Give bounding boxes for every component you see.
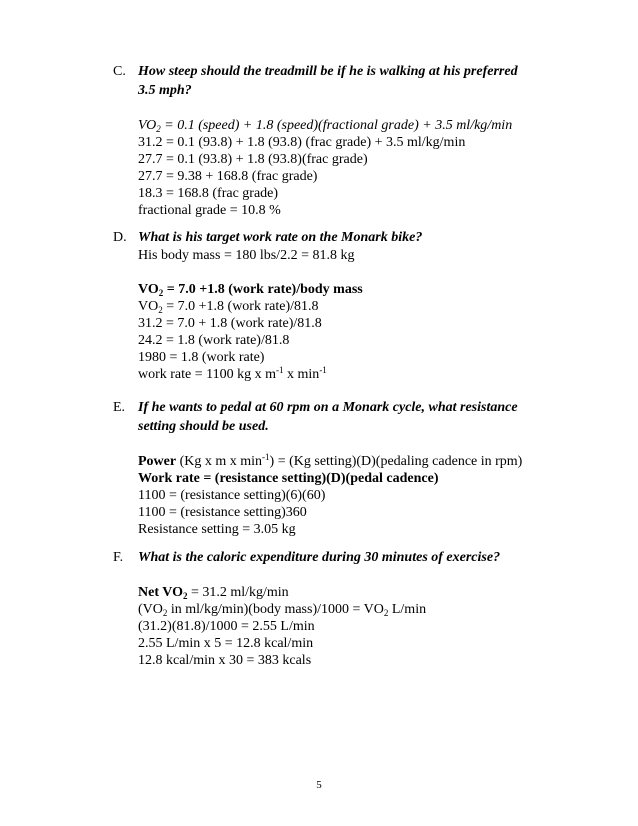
question-e xyxy=(113,398,583,436)
answer-e xyxy=(138,453,583,538)
equation-line: 1980 = 1.8 (work rate) xyxy=(138,350,265,365)
equation-line: 2.55 L/min x 5 = 12.8 kcal/min xyxy=(138,636,314,651)
power-formula-line: Power (Kg x m x $\min^{-1}) = (Kg$ setting)(D)(pedaling cadence in rpm) xyxy=(138,452,523,469)
equation-line: 24.2 = 1.8 (work rate)/81.8 xyxy=(138,333,290,348)
result-line: 12.8 kcal/min x 30 = 383 kcals xyxy=(138,653,312,668)
equation-line: $VO_2 = 7.0 +1.8$ (work rate)/81.8 xyxy=(138,299,319,315)
question-text-line: If he wants to pedal at 60 rpm on a Monark cycle, what resistance xyxy=(138,400,518,415)
question-text-line: 3.5 mph? xyxy=(138,83,192,98)
equation-line: 1100 = (resistance setting)(6)(60) xyxy=(138,488,326,503)
section-d xyxy=(113,228,583,383)
equation-line: 27.7 = 0.1 (93.8) + 1.8 (93.8)(frac grade) xyxy=(138,152,368,167)
section-letter: D. xyxy=(113,230,127,245)
equation-line: 27.7 = 9.38 + 168.8 (frac grade) xyxy=(138,169,318,184)
section-e xyxy=(113,398,583,538)
equation-line: 31.2 = 7.0 + 1.8 (work rate)/81.8 xyxy=(138,316,322,331)
section-letter: C. xyxy=(113,64,126,79)
question-text-line: What is the caloric expenditure during 30 minutes of exercise? xyxy=(138,550,501,565)
workrate-formula-line: Work rate = (resistance setting)(D)(pedal cadence) xyxy=(138,471,439,486)
question-text-line: How steep should the treadmill be if he is walking at his preferred xyxy=(138,64,518,79)
question-text-line: What is his target work rate on the Monark bike? xyxy=(138,230,423,245)
question-text-line: setting should be used. xyxy=(138,419,269,434)
page-number: 5 xyxy=(316,779,322,791)
section-letter: E. xyxy=(113,400,126,415)
result-line: work rate = 1100 kg x $m^{-1}$ x $\min^{-1}$ xyxy=(138,365,327,382)
formula-line: $VO_2 = 7.0 +1.8$ (work rate)/body mass xyxy=(138,282,363,298)
equation-line: 18.3 = 168.8 (frac grade) xyxy=(138,186,279,201)
equation-line: ($VO_2$ in ml/kg/min)(body mass)/1000 = $VO_2$ L/min xyxy=(138,602,427,618)
result-line: fractional grade = 10.8 % xyxy=(138,203,281,218)
equation-line: (31.2)(81.8)/1000 = 2.55 L/min xyxy=(138,619,315,634)
question-c xyxy=(113,62,583,100)
result-line: Resistance setting = 3.05 kg xyxy=(138,522,296,537)
equation-line: $VO_2 = 0.1$ (speed) + 1.8 (speed)(fractional grade) + 3.5 ml/kg/min xyxy=(138,118,513,134)
answer-d xyxy=(138,247,583,383)
answer-f xyxy=(138,584,583,669)
body-mass-line: His body mass = 180 lbs/2.2 = 81.8 kg xyxy=(138,248,355,263)
question-d xyxy=(113,228,583,247)
question-f xyxy=(113,548,583,567)
section-f xyxy=(113,548,583,669)
equation-line: 31.2 = 0.1 (93.8) + 1.8 (93.8) (frac grade) + 3.5 ml/kg/min xyxy=(138,135,466,150)
net-vo2-line: Net $VO_2 = 31.2$ ml/kg/min xyxy=(138,585,289,601)
section-c xyxy=(113,62,583,219)
answer-c xyxy=(138,117,583,219)
section-letter: F. xyxy=(113,550,124,565)
equation-line: 1100 = (resistance setting)360 xyxy=(138,505,307,520)
